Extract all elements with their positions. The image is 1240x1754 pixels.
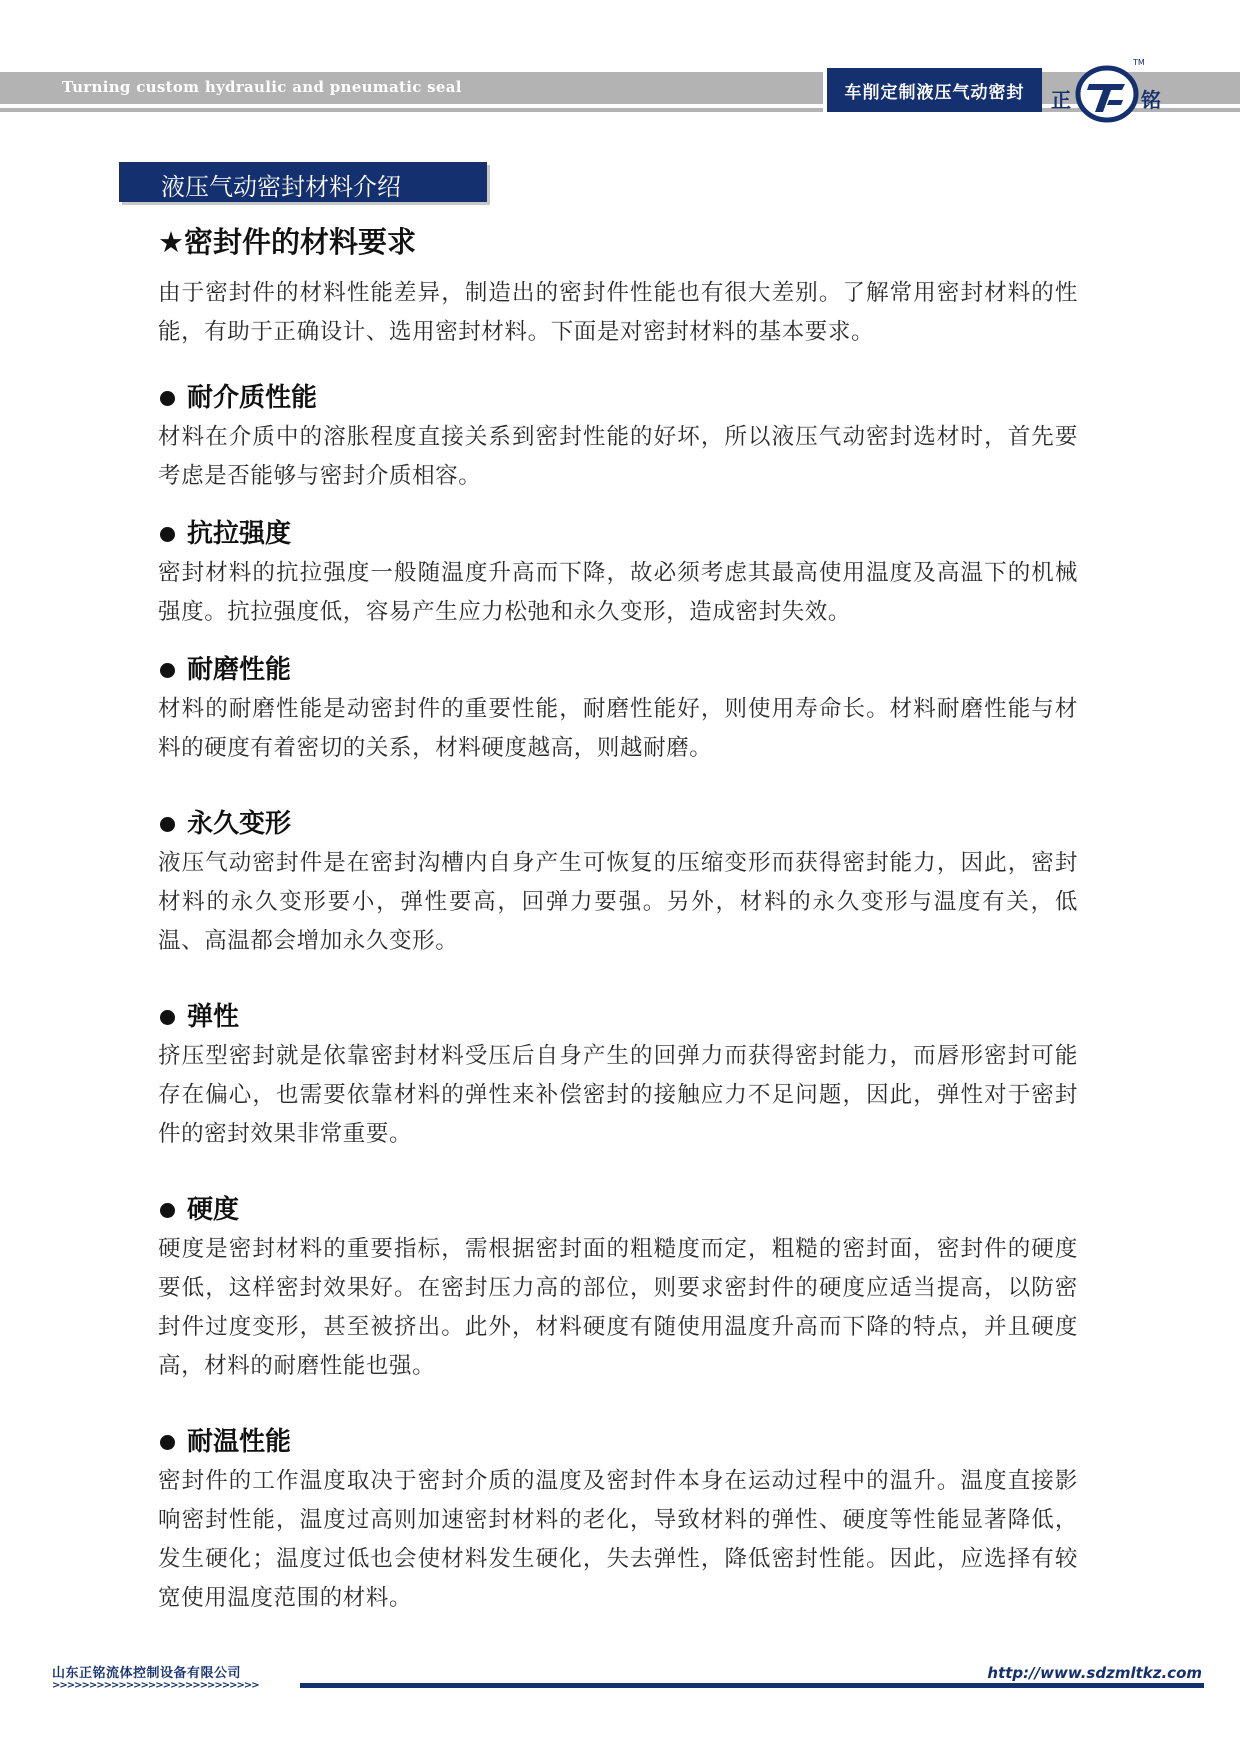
footer-company-name: 山东正铭流体控制设备有限公司 [52,1666,242,1681]
section-heading-text: 耐温性能 [187,1427,292,1457]
bullet-icon [160,817,175,832]
section-paragraph: 挤压型密封就是依靠密封材料受压后自身产生的回弹力而获得密封能力，而唇形密封可能存在偏心，也需要依靠材料的弹性来补偿密封的接触应力不足问题，因此，弹性对于密封件的密封效果非常重要。 [158,1043,1078,1147]
bullet-icon [160,1435,175,1450]
footer-website-link[interactable]: http://www.sdzmltkz.com [987,1664,1202,1682]
section-heading [158,1190,1078,1230]
bullet-icon [160,391,175,406]
section-heading [158,650,1078,690]
logo-char-left: 正 [1051,88,1071,112]
footer-rule [300,1683,1204,1688]
header-english-title: Turning custom hydraulic and pneumatic seal [62,78,462,96]
main-heading: ★密封件的材料要求 [158,225,416,259]
section-title: 液压气动密封材料介绍 [161,173,401,201]
logo-trademark: TM [1133,58,1145,67]
company-logo [1045,58,1165,128]
section-paragraph: 密封材料的抗拉强度一般随温度升高而下降，故必须考虑其最高使用温度及高温下的机械强度。抗拉强度低，容易产生应力松弛和永久变形，造成密封失效。 [158,560,1078,625]
section-heading-text: 耐磨性能 [187,655,292,685]
section-heading-text: 耐介质性能 [187,383,318,413]
section-heading [158,378,1078,418]
section-heading-text: 永久变形 [187,809,292,839]
bullet-icon [160,663,175,678]
section-heading [158,1422,1078,1462]
logo-emblem-icon [1075,64,1139,124]
footer-arrows-decoration: >>>>>>>>>>>>>>>>>>>>>>>>>>>> [52,1680,259,1691]
section-heading-text: 弹性 [187,1002,240,1032]
bullet-icon [160,1203,175,1218]
section-paragraph: 密封件的工作温度取决于密封介质的温度及密封件本身在运动过程中的温升。温度直接影响密封性能，温度过高则加速密封材料的老化，导致材料的弹性、硬度等性能显著降低，发生硬化；温度过低也会使材料发生硬化，失去弹性，降低密封性能。因此，应选择有较宽使用温度范围的材料。 [158,1468,1078,1611]
section-paragraph: 材料在介质中的溶胀程度直接关系到密封性能的好坏，所以液压气动密封选材时，首先要考虑是否能够与密封介质相容。 [158,424,1078,489]
section-title-box [119,162,487,202]
section-heading-text: 抗拉强度 [187,519,292,549]
section-paragraph: 硬度是密封材料的重要指标，需根据密封面的粗糙度而定，粗糙的密封面，密封件的硬度要低，这样密封效果好。在密封压力高的部位，则要求密封件的硬度应适当提高，以防密封件过度变形，甚至被挤出。此外，材料硬度有随使用温度升高而下降的特点，并且硬度高，材料的耐磨性能也强。 [158,1236,1078,1379]
header-chinese-title-box [823,68,1042,112]
section-heading [158,997,1078,1037]
logo-char-right: 铭 [1141,88,1161,112]
bullet-icon [160,527,175,542]
section-heading [158,514,1078,554]
header-chinese-title: 车削定制液压气动密封 [844,83,1025,103]
bullet-icon [160,1010,175,1025]
section-heading [158,804,1078,844]
intro-paragraph: 由于密封件的材料性能差异，制造出的密封件性能也有很大差别。了解常用密封材料的性能，有助于正确设计、选用密封材料。下面是对密封材料的基本要求。 [158,280,1078,345]
article-content [158,220,1078,1618]
section-heading-text: 硬度 [187,1195,240,1225]
section-paragraph: 材料的耐磨性能是动密封件的重要性能，耐磨性能好，则使用寿命长。材料耐磨性能与材料的硬度有着密切的关系，材料硬度越高，则越耐磨。 [158,696,1078,761]
section-paragraph: 液压气动密封件是在密封沟槽内自身产生可恢复的压缩变形而获得密封能力，因此，密封材料的永久变形要小，弹性要高，回弹力要强。另外，材料的永久变形与温度有关，低温、高温都会增加永久变形。 [158,850,1078,954]
